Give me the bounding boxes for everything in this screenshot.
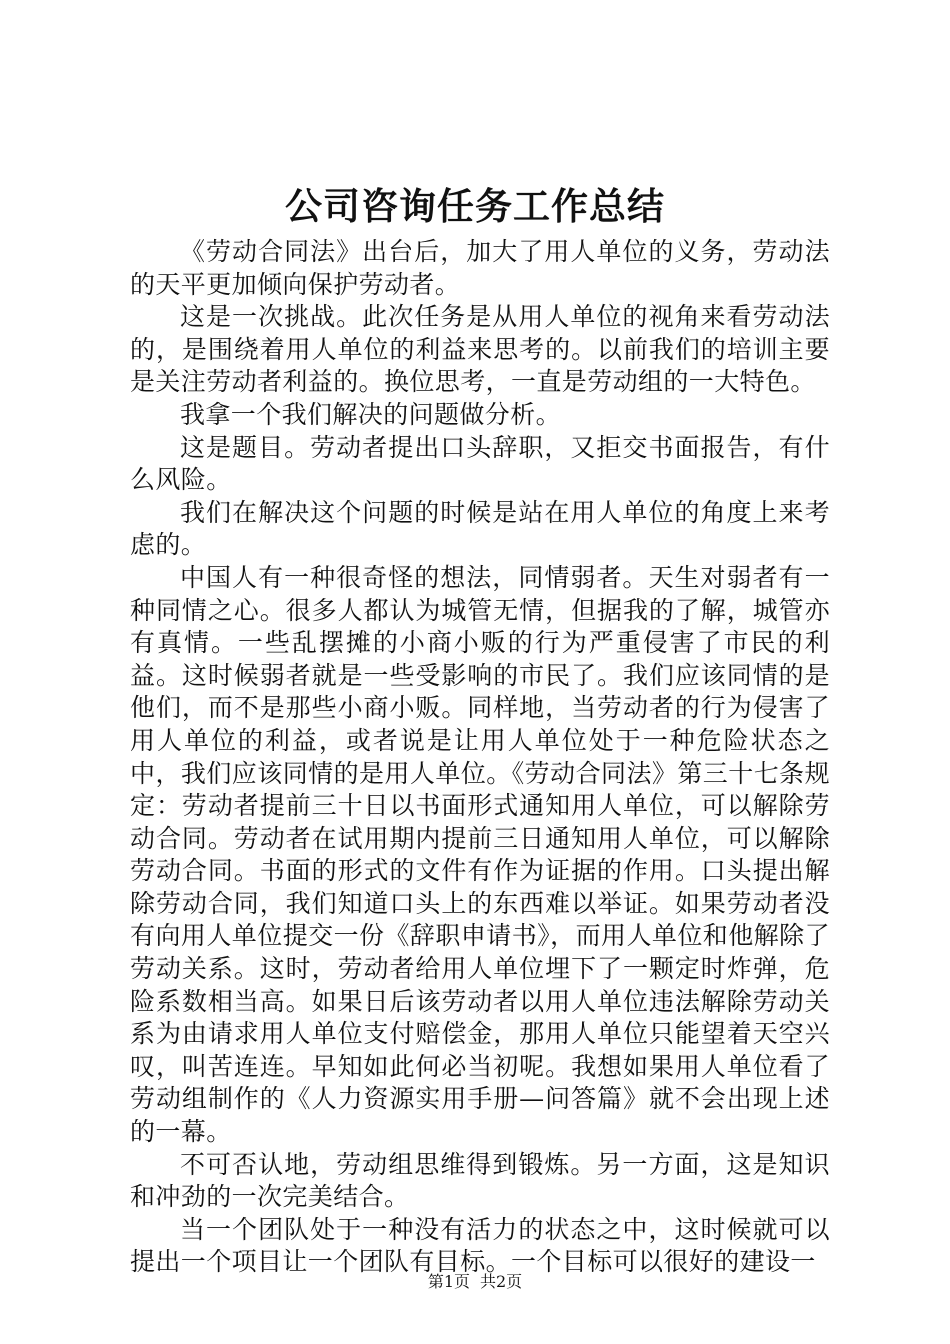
paragraph: 《劳动合同法》出台后，加大了用人单位的义务，劳动法的天平更加倾向保护劳动者。	[130, 237, 830, 299]
document-body	[130, 236, 830, 1279]
paragraph: 当一个团队处于一种没有活力的状态之中，这时候就可以提出一个项目让一个团队有目标。一个目标可以很好的建设一	[130, 1214, 830, 1277]
paragraph: 我们在解决这个问题的时候是站在用人单位的角度上来考虑的。	[130, 497, 830, 560]
document-title: 公司咨询任务工作总结	[285, 185, 665, 228]
paragraph: 不可否认地，劳动组思维得到锻炼。另一方面，这是知识和冲劲的一次完美结合。	[130, 1149, 830, 1212]
paragraph: 这是题目。劳动者提出口头辞职，又拒交书面报告，有什么风险。	[130, 432, 830, 495]
paragraph: 我拿一个我们解决的问题做分析。	[180, 399, 562, 429]
paragraph: 中国人有一种很奇怪的想法，同情弱者。天生对弱者有一种同情之心。很多人都认为城管无情，但据我的了解，城管亦有真情。一些乱摆摊的小商小贩的行为严重侵害了市民的利益。这时候弱者就是一些受影响的市民了。我们应该同情的是他们，而不是那些小商小贩。同样地，当劳动者的行为侵害了用人单位的利益，或者说是让用人单位处于一种危险状态之中，我们应该同情的是用人单位。《劳动合同法》第三十七条规定：劳动者提前三十日以书面形式通知用人单位，可以解除劳动合同。劳动者在试用期内提前三日通知用人单位，可以解除劳动合同。书面的形式的文件有作为证据的作用。口头提出解除劳动合同，我们知道口头上的东西难以举证。如果劳动者没有向用人单位提交一份《辞职申请书》，而用人单位和他解除了劳动关系。这时，劳动者给用人单位埋下了一颗定时炸弹，危险系数相当高。如果日后该劳动者以用人单位违法解除劳动关系为由请求用人单位支付赔偿金，那用人单位只能望着天空兴叹，叫苦连连。早知如此何必当初呢。我想如果用人单位看了劳动组制作的《人力资源实用手册—问答篇》就不会出现上述的一幕。	[130, 562, 830, 1147]
paragraph: 这是一次挑战。此次任务是从用人单位的视角来看劳动法的，是围绕着用人单位的利益来思考的。以前我们的培训主要是关注劳动者利益的。换位思考，一直是劳动组的一大特色。	[130, 302, 830, 397]
page-total: 共2页	[480, 1272, 523, 1291]
page-footer	[0, 1272, 950, 1292]
page-number: 第1页	[427, 1272, 470, 1291]
